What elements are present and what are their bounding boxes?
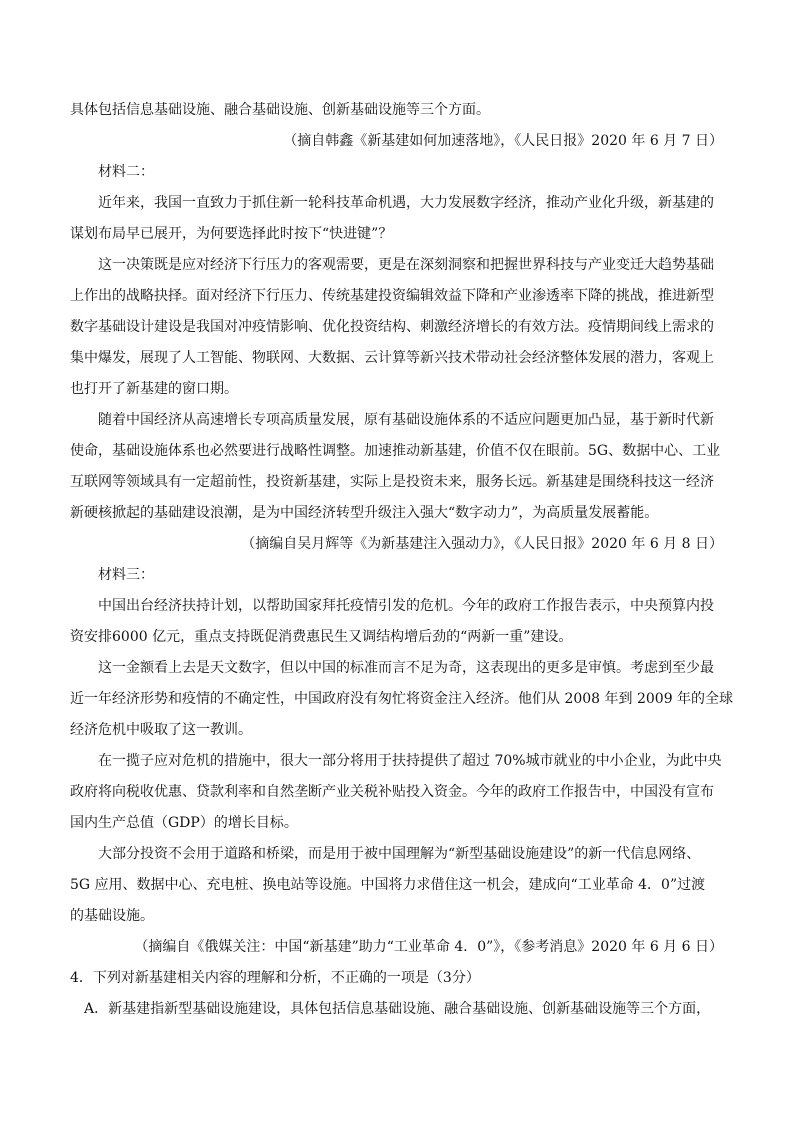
text-line-10: 也打开了新基建的窗口期。 (70, 381, 238, 397)
question-4: 4．下列对新基建相关内容的理解和分析，不正确的一项是（3分） (70, 970, 480, 986)
source-citation-3: （摘编自《俄媒关注：中国“新基建”助力“工业革命 4．0”》，《参考消息》2020 年 6 月 6 日） (134, 939, 723, 955)
text-line-8: 数字基础设计建设是我国对冲疫情影响、优化投资结构、刺激经济增长的有效方法。疫情期间线上需求的 (70, 319, 714, 335)
source-citation-1: （摘自韩鑫《新基建如何加速落地》，《人民日报》2020 年 6 月 7 日） (283, 133, 723, 149)
document-body (70, 95, 734, 1025)
text-line-4: 近年来，我国一直致力于抓住新一轮科技革命机遇，大力发展数字经济，推动产业化升级，新基建的 (98, 195, 714, 211)
text-line-13: 互联网等领域具有一定超前性，投资新基建，实际上是投资未来，服务长远。新基建是围绕科技这一经济 (70, 474, 714, 490)
text-line-21: 经济危机中吸取了这一教训。 (70, 722, 252, 738)
text-line-11: 随着中国经济从高速增长专项高质量发展，原有基础设施体系的不适应问题更加凸显，基于新时代新 (98, 412, 714, 428)
text-line-5: 谋划布局早已展开，为何要选择此时按下“快进键”？ (70, 226, 393, 242)
option-a: A．新基建指新型基础设施建设，具体包括信息基础设施、融合基础设施、创新基础设施等三个方面， (84, 1001, 711, 1017)
text-line-9: 集中爆发，展现了人工智能、物联网、大数据、云计算等新兴技术带动社会经济整体发展的潜力，客观上 (70, 350, 714, 366)
text-line-23: 政府将向税收优惠、贷款利率和自然垄断产业关税补贴投入资金。今年的政府工作报告中，中国没有宣布 (70, 784, 714, 800)
text-line-20: 近一年经济形势和疫情的不确定性，中国政府没有匆忙将资金注入经济。他们从 2008 年到 2009 年的全球 (70, 691, 734, 707)
material-heading-3: 材料三： (98, 567, 154, 583)
text-line-14: 新硬核掀起的基础建设浪潮，是为中国经济转型升级注入强大“数字动力”，为高质量发展蓄能。 (70, 505, 659, 521)
text-line-22: 在一揽子应对危机的措施中，很大一部分将用于扶持提供了超过 70%城市就业的中小企业，为此中央 (98, 753, 722, 769)
source-citation-2: （摘编自吴月辉等《为新基建注入强动力》，《人民日报》2020 年 6 月 8 日） (241, 536, 723, 552)
text-line-6: 这一决策既是应对经济下行压力的客观需要，更是在深刻洞察和把握世界科技与产业变迁大趋势基础 (98, 257, 714, 273)
text-line-1: 具体包括信息基础设施、融合基础设施、创新基础设施等三个方面。 (70, 102, 490, 118)
text-line-17: 中国出台经济扶持计划，以帮助国家拜托疫情引发的危机。今年的政府工作报告表示，中央预算内投 (98, 598, 714, 614)
text-line-26: 5G 应用、数据中心、充电桩、换电站等设施。中国将力求借住这一机会，建成向“工业革命 4．0”过渡 (70, 877, 706, 893)
text-line-18: 资安排6000 亿元，重点支持既促消费惠民生又调结构增后劲的“两新一重”建设。 (70, 629, 573, 645)
text-line-24: 国内生产总值（GDP）的增长目标。 (70, 815, 298, 831)
text-line-27: 的基础设施。 (70, 908, 154, 924)
text-line-12: 使命，基础设施体系也必然要进行战略性调整。加速推动新基建，价值不仅在眼前。5G、数据中心、工业 (70, 443, 721, 459)
text-line-19: 这一金额看上去是天文数字，但以中国的标准而言不足为奇，这表现出的更多是审慎。考虑到至少最 (98, 660, 714, 676)
text-line-25: 大部分投资不会用于道路和桥梁，而是用于被中国理解为“新型基础设施建设”的新一代信息网络、 (98, 846, 701, 862)
material-heading-2: 材料二： (98, 164, 154, 180)
text-line-7: 上作出的战略抉择。面对经济下行压力、传统基建投资编辑效益下降和产业渗透率下降的挑战，推进新型 (70, 288, 714, 304)
